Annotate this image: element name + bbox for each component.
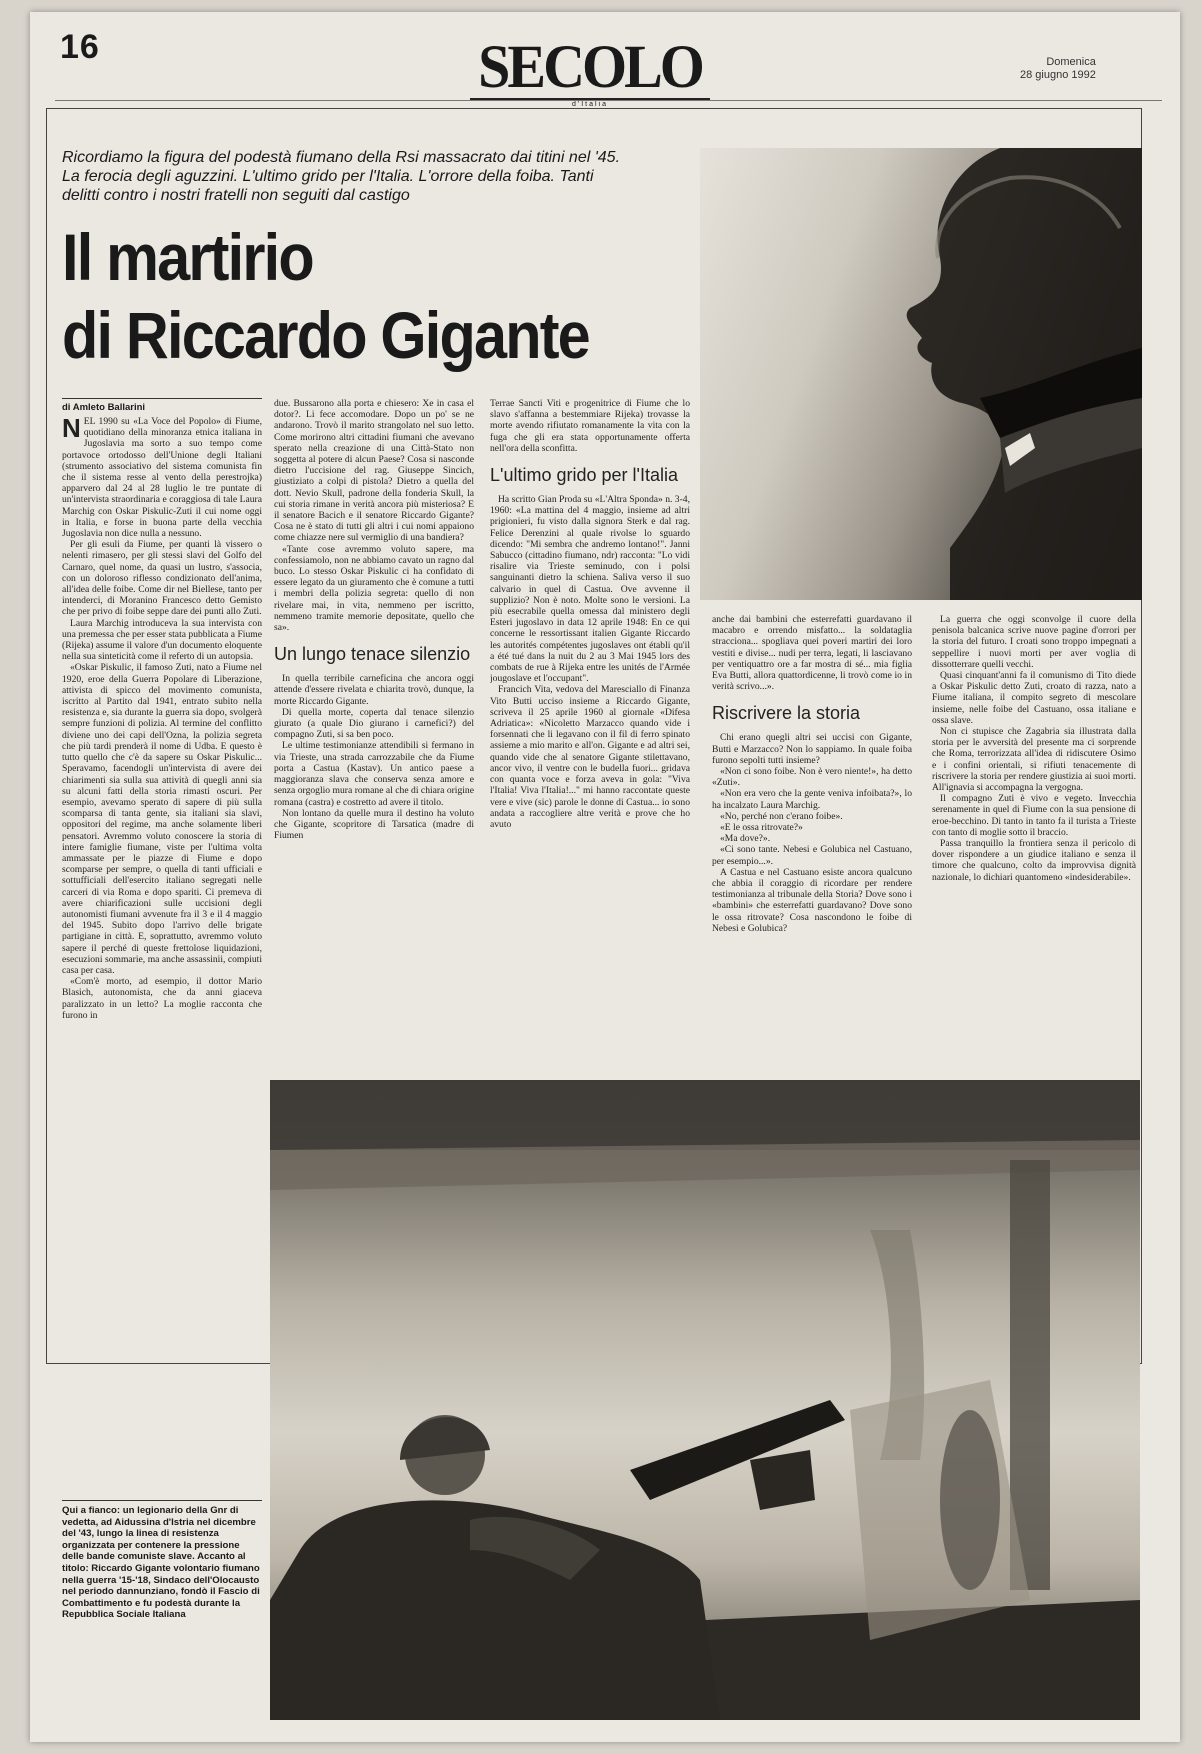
dateline-day: Domenica xyxy=(1046,56,1096,68)
col5-paragraph: Non ci stupisce che Zagabria sia illustrata dalla storia per le avversità del presente ma ci sorprende che Roma, terrorizzata all'idea di ridiscutere Osimo e i confini orientali, si rifiuti tenacemente di riscrivere la storia per rendere giustizia ai suoi morti. All'ignavia si accompagna la vergogna. xyxy=(932,726,1136,794)
article-column-1 xyxy=(62,416,262,1476)
subhead-ultimo-grido: L'ultimo grido per l'Italia xyxy=(490,465,678,486)
masthead-logo: SECOLO xyxy=(478,32,702,101)
col1-paragraph: «Com'è morto, ad esempio, il dottor Mario Blasich, autonomista, che da anni giaceva paralizzato in un letto? La moglie racconta che furono in xyxy=(62,976,262,1021)
col4-paragraph: «Non ci sono foibe. Non è vero niente!», ha detto «Zuti». xyxy=(712,766,912,789)
dateline xyxy=(1020,56,1096,82)
top-rule xyxy=(55,100,1162,101)
article-column-3 xyxy=(490,398,690,1074)
headline-line-2: di Riccardo Gigante xyxy=(62,298,589,372)
page-number: 16 xyxy=(60,28,100,66)
col4-paragraph: A Castua e nel Castuano esiste ancora qualcuno che abbia il coraggio di ricordare per rendere testimonianza al tribunale della Storia? Dove sono i «bambini» che esterrefatti guardavano? Dove sono le ossa ritrovate? Cosa nascondono le foibe di Nebesi e Golubica? xyxy=(712,866,912,934)
soldier-photo xyxy=(270,1080,1140,1720)
headline-line-1: Il martirio xyxy=(62,220,313,294)
col4-paragraph: «Non era vero che la gente veniva infoibata?», lo ha incalzato Laura Marchig. xyxy=(712,788,912,811)
col3-paragraph: Francich Vita, vedova del Maresciallo di Finanza Vito Butti ucciso insieme a Riccardo Gigante, scriveva il 25 aprile 1960 al giornale «Difesa Adriatica»: «Nicoletto Marzacco quando vide i forsennati che li legavano con il fil di ferro spinato assieme a mio marito e all'on. Gigante e ad altri sei, quando vide che al senatore Gigante stilettavano, ancor vivo, il ventre con le budella fuori... gridava con quanta voce e forza aveva in gola: "Viva l'Italia! Viva l'Italia!..." mi hanno raccontate queste vere e vive (sic) parole le donne di Castua... io sono andata a raccogliere altre verità e prove che ho avuto xyxy=(490,684,690,830)
masthead xyxy=(470,32,710,108)
article-column-5 xyxy=(932,614,1136,1074)
col2-paragraph: «Tante cose avremmo voluto sapere, ma confessiamolo, non ne abbiamo cavato un ragno dal buco. Lo stesso Oskar Piskulic ci ha confidato di essere legato da un giuramento che è comune a tutti i membri della polizia segreta: quello di non rivelare mai, in vita, nemmeno per iscritto, nemmeno tramite memorie depositate, quello che sa». xyxy=(274,543,474,634)
subhead-un-lungo: Un lungo tenace silenzio xyxy=(274,644,471,665)
col5-paragraph: Passa tranquillo la frontiera senza il pericolo di dover rispondere a un giudice italiano e senza il timore che qualcuno, colto da improvvisa dignità nazionale, lo dichiari quantomeno «indesiderabile». xyxy=(932,838,1136,883)
col1-paragraph: EL 1990 su «La Voce del Popolo» di Fiume, quotidiano della minoranza etnica italiana in Jugoslavia ma sorto a suo tempo come portavoce ortodosso dell'Unione degli Italiani (strumento associativo del sistema comunista fin che il sistema resse al vento della perestrojka) apparvero dal 24 al 28 luglio le tre puntate di un'intervista straordinaria e coraggiosa di tale Laura Marchig con Oskar Piskulic-Zuti il cui nome oggi in Italia, e forse in buona parte della vecchia Jugoslavia non dice nulla a nessuno. xyxy=(62,416,262,540)
portrait-photo xyxy=(700,148,1142,600)
col1-paragraph: «Oskar Piskulic, il famoso Zuti, nato a Fiume nel 1920, eroe della Guerra Popolare di Liberazione, attivista di spicco del movimento comunista, iscritto al Partito dal 1941, entrato subito nella resistenza e, sia durante la guerra sia dopo, svolgerà sempre funzioni di polizia. Al termine del conflitto diviene uno dei capi dell'Ozna, la polizia segreta che più tardi prenderà il nome di Udba. E questo è tutto quello che c'è da sapere su Oskar Piskulic... Speravamo, facendogli un'intervista di avere dei chiarimenti sia sulla sua attività di quegli anni sia su alcuni fatti della storia rimasti oscuri. Per esempio, avevamo sperato di sapere di più sulla scomparsa di tanta gente, sia italiani sia slavi, oppositori del regime, ma anche solamente liberi pensatori. Avremmo voluto conoscere la storia di intere famiglie fiumane, viste per l'ultima volta ammassate per le piazze di Fiume e dopo scomparse per sempre, o quella di tanti ufficiali e sottufficiali dell'esercito italiano segregati nelle carceri di via Roma e dopo spariti. Ci premeva di avere chiarificazioni sulle uccisioni degli autonomisti fiumani avvenute fra il 3 e il 4 maggio del 1945. Subito dopo l'arrivo delle brigate partigiane in città. E, soprattutto, avremmo voluto sapere il perché di queste frettolose liquidazioni, esecuzioni sommarie, ma anche assassinii, compiuti casa per casa. xyxy=(62,662,262,976)
col2-paragraph: Le ultime testimonianze attendibili si fermano in via Trieste, una strada carrozzabile che da Fiume porta a Castua (Kastav). Un antico paese a maggioranza slava che conserva senza amore e senza orgoglio mura romane al che di chiara origine romana (castra) e costretto ad avere il titolo. xyxy=(274,740,474,808)
masthead-subtitle: d'Italia xyxy=(470,98,710,108)
col5-paragraph: Il compagno Zuti è vivo e vegeto. Invecchia serenamente in quel di Fiume con la sua pensione di eroe-becchino. Di tanto in tanto fa il turista a Trieste con tanto di moglie sotto il braccio. xyxy=(932,793,1136,838)
subhead-riscrivere: Riscrivere la storia xyxy=(712,703,861,724)
photo-caption: Qui a fianco: un legionario della Gnr di vedetta, ad Aidussina d'Istria nel dicembre del '43, lungo la linea di resistenza organizzata per contenere la pressione delle bande comuniste slave. Accanto al titolo: Riccardo Gigante volontario fiumano nella guerra '15-'18, Sindaco dell'Olocausto nel periodo dannunziano, fondò il Fascio di Combattimento e fu podestà durante la Repubblica Sociale Italiana xyxy=(62,1500,262,1621)
article-headline xyxy=(62,218,602,374)
col3-paragraph: Terrae Sancti Viti e progenitrice di Fiume che lo slavo s'affanna a bestemmiare Rijeka) trovasse la morte avendo rifiutato romanamente la vita con la fuga che gli era stata opportunamente offerta nell'ora della sconfitta. xyxy=(490,398,690,454)
col4-paragraph: «Ma dove?». xyxy=(720,833,771,845)
col5-paragraph: Quasi cinquant'anni fa il comunismo di Tito diede a Oskar Piskulic detto Zuti, croato di razza, nato a Fiume italiana, il compito segreto di mescolare insieme, nelle foibe del Castuano, ossa italiane e ossa slave. xyxy=(932,670,1136,726)
byline: di Amleto Ballarini xyxy=(62,398,262,413)
col4-paragraph: Chi erano quegli altri sei uccisi con Gigante, Butti e Marzacco? Non lo sappiamo. In quale foiba furono sepolti tutti insieme? xyxy=(712,732,912,766)
drop-cap: N xyxy=(62,416,81,443)
col2-paragraph: Di quella morte, coperta dal tenace silenzio giurato (a quale Dio giurano i carnefici?) del compagno Zuti, si sa ben poco. xyxy=(274,706,474,741)
col4-paragraph: «E le ossa ritrovate?» xyxy=(720,822,803,834)
col2-paragraph: Non lontano da quelle mura il destino ha voluto che Gigante, scopritore di Tarsatica (madre di Fiumen xyxy=(274,807,474,842)
col4-paragraph: «No, perché non c'erano foibe». xyxy=(720,810,843,822)
col4-paragraph: anche dai bambini che esterrefatti guardavano il macabro e orrendo misfatto... la soldataglia stracciona... spogliava quei poveri martiri dei loro vestiti e divise... nudi per terra, legati, li lasciavano per ventiquattro ore a far mostra di sé... mia figlia Eva Butti, allora quattordicenne, li trovò come io in verità scrivo...». xyxy=(712,614,912,693)
col5-paragraph: La guerra che oggi sconvolge il cuore della penisola balcanica scrive nuove pagine d'orrori per la storia del futuro. I croati sono troppo impegnati a seppellire i nuovi morti per aver voglia di dissotterrare quelli vecchi. xyxy=(932,614,1136,670)
article-column-4 xyxy=(712,614,912,1074)
col1-paragraph: Laura Marchig introduceva la sua intervista con una premessa che per esser stata pubblicata a Fiume (Rijeka) assume il valore d'un documento eloquente nella sua sinteticità come il referto di un autopsia. xyxy=(62,617,262,663)
article-kicker: Ricordiamo la figura del podestà fiumano della Rsi massacrato dai titini nel '45. La ferocia degli aguzzini. L'ultimo grido per l'Italia. L'orrore della foiba. Tanti delitti contro i nostri fratelli non seguiti dal castigo xyxy=(62,149,621,204)
dateline-date: 28 giugno 1992 xyxy=(1020,69,1096,81)
col4-paragraph: «Ci sono tante. Nebesi e Golubica nel Castuano, per esempio...». xyxy=(712,844,912,867)
col2-paragraph: due. Bussarono alla porta e chiesero: Xe in casa el dotor?. Li fece accomodare. Dopo un po' se ne andarono. Trovò il marito strangolato nel suo letto. Come morirono altri cittadini fiumani che avevano sperato nella creazione di una Città-Stato non soggetta al potere di alcun Paese? Cosa si nasconde dietro l'uccisione del rag. Giuseppe Sincich, giustiziato a colpi di pistola? Dietro a quella del dott. Nevio Skull, padrone della fonderia Skull, la cui storia rimane in verità ancora più misteriosa? E il senatore Bacich e il senatore Riccardo Gigante? Cosa ne è stato di tutti gli altri i cui nomi appaiono come chiazze nere sul vermiglio di una bandiera? xyxy=(274,398,474,544)
article-column-2 xyxy=(274,398,474,1074)
col2-paragraph: In quella terribile carneficina che ancora oggi attende d'essere rivelata e chiarita trovò, dunque, la morte Riccardo Gigante. xyxy=(274,673,474,707)
col3-paragraph: Ha scritto Gian Proda su «L'Altra Sponda» n. 3-4, 1960: «La mattina del 4 maggio, insieme ad altri prigionieri, fu visto dalla signora Sterk e dal rag. Felice Derenzini al quale rivolse lo sguardo dicendo: "Mi sembra che andremo lontano!". Janni Sabucco (cittadino fiumano, ndr) racconta: "Lo vidi risalire via Trieste seminudo, con i polsi sanguinanti dietro la schiena. Saliva verso il suo calvario in quel di Castua. Ove avvenne il supplizio? Non è noto. Molte sono le versioni. La più esecrabile quella omessa dal ministero degli Esteri jugoslavo in data 12 aprile 1948: En ce qui concerne le ressortissant italien Gigante Riccardo les autorités compétentes jugoslaves ont établi qu'il a été tué dans la nuit du 2 au 3 Mai 1945 lors des combats de rue à Rijeka entre les unités de l'Armée jougoslave et l'occupant". xyxy=(490,494,690,685)
col1-paragraph: Per gli esuli da Fiume, per quanti là vissero o nelenti rimasero, per gli stessi slavi del Golfo del Carnaro, quel nome, da quasi un lustro, s'associa, con un doloroso riflesso condizionato dell'anima, all'idea delle foibe. Come dir nel Biellese, tanto per intenderci, di Moranino Francesco detto Gemisto che per privo di foibe seppe dare dei punti allo Zuti. xyxy=(62,539,262,618)
